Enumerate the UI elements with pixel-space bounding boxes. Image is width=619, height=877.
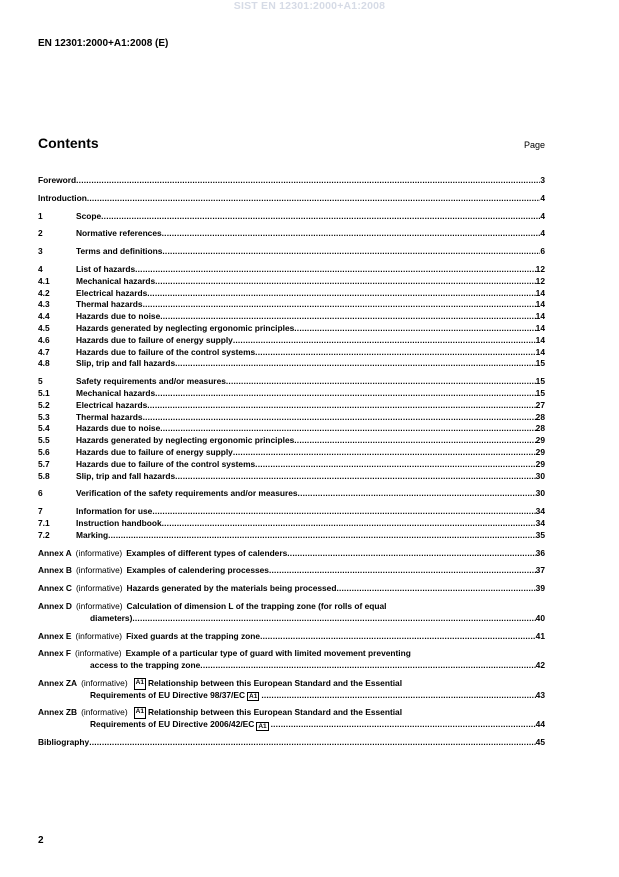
annex-page: 42 (535, 660, 545, 671)
annex-entry[interactable] (38, 565, 545, 577)
toc-entry-title: Hazards generated by neglecting ergonomic principles (76, 435, 295, 446)
toc-entry-number: 4.3 (38, 299, 50, 310)
toc-entry-number: 5.7 (38, 458, 50, 469)
annex-first-line (38, 707, 545, 719)
annex-page: 36 (535, 547, 545, 558)
toc-entry-page: 14 (535, 299, 545, 310)
toc-entry-title: Mechanical hazards (76, 387, 156, 398)
toc-entry[interactable] (38, 447, 545, 459)
dot-leader (160, 311, 535, 323)
toc-entry[interactable] (38, 400, 545, 412)
dot-leader (147, 288, 535, 300)
toc-entry-title: Instruction handbook (76, 517, 162, 528)
annex-title: Example of a particular type of guard with limited movement preventing (125, 648, 411, 659)
toc-entry-title: Hazards due to noise (76, 311, 161, 322)
toc-entry-number: 4.6 (38, 334, 50, 345)
dot-leader (160, 423, 535, 435)
toc-entry-page: 15 (535, 387, 545, 398)
dot-leader (233, 335, 536, 347)
dot-leader (260, 631, 536, 643)
toc-entry-title: Information for use (76, 506, 153, 517)
toc-entry-page: 14 (535, 334, 545, 345)
annex-entry[interactable] (38, 548, 545, 560)
annex-label: Annex E (38, 630, 72, 641)
toc-entry-page: 14 (535, 322, 545, 333)
annex-page: 37 (535, 565, 545, 576)
toc-entry-page: 3 (540, 175, 545, 185)
annex-title: Calculation of dimension L of the trapping zone (for rolls of equal (126, 600, 387, 611)
toc-entry-number: 2 (38, 228, 43, 239)
toc-entry-title: Hazards due to failure of the control systems (76, 346, 256, 357)
toc-entry-number: 4.8 (38, 358, 50, 369)
annex-page: 43 (535, 689, 545, 700)
dot-leader (298, 488, 536, 500)
dot-leader (89, 737, 535, 749)
annex-type: (informative) (81, 707, 128, 718)
annex-type: (informative) (75, 630, 123, 641)
toc-entry-title: Introduction (38, 192, 87, 203)
annex-page: 44 (535, 719, 545, 730)
toc-entry[interactable] (38, 311, 545, 323)
annex-title: Examples of different types of calenders (126, 547, 288, 558)
dot-leader (200, 660, 535, 672)
toc-entry-page: 30 (535, 488, 545, 499)
dot-leader (162, 228, 541, 240)
annex-entry[interactable] (38, 678, 545, 702)
document-id: EN 12301:2000+A1:2008 (E) (38, 38, 169, 49)
toc-entry-title: Electrical hazards (76, 287, 148, 298)
toc-entry-title: Scope (76, 210, 102, 221)
annex-second-line (38, 613, 545, 625)
toc-entry-page: 34 (535, 517, 545, 528)
toc-entry-page: 29 (535, 458, 545, 469)
toc-entry-page: 14 (535, 346, 545, 357)
toc-entry-page: 34 (535, 506, 545, 517)
annex-title: Relationship between this European Standard and the Essential (147, 677, 403, 688)
annex-type: (informative) (75, 648, 122, 659)
dot-leader (175, 358, 536, 370)
toc-entry-page: 14 (535, 287, 545, 298)
toc-entry-title: Marking (76, 529, 109, 540)
toc-entry-page: 4 (540, 228, 545, 239)
dot-leader (135, 264, 536, 276)
toc-entry-page: 29 (535, 446, 545, 457)
dot-leader (87, 193, 540, 205)
bibliography-title: Bibliography (38, 737, 90, 748)
annex-entry[interactable] (38, 648, 545, 672)
dot-leader (233, 447, 536, 459)
amendment-end-mark: A1 (258, 723, 267, 731)
toc-entry-number: 6 (38, 488, 43, 499)
toc-entry-title: Mechanical hazards (76, 275, 156, 286)
annex-label: Annex ZA (38, 677, 78, 688)
toc-entry-number: 4.1 (38, 275, 50, 286)
dot-leader (162, 518, 536, 530)
annex-label: Annex ZB (38, 707, 78, 718)
toc-entry-number: 5 (38, 376, 43, 387)
dot-leader (152, 506, 535, 518)
dot-leader (261, 690, 535, 702)
toc-entry-title: Terms and definitions (76, 246, 163, 257)
toc-entry[interactable] (38, 376, 545, 388)
toc-entry-page: 12 (535, 263, 545, 274)
toc-entry-title: Hazards due to noise (76, 423, 161, 434)
toc-entry-page: 4 (540, 210, 545, 221)
toc-entry-page: 4 (540, 192, 545, 203)
toc-entry[interactable] (38, 423, 545, 435)
annex-title-continued: Requirements of EU Directive 2006/42/EC (90, 719, 255, 730)
annex-title-continued: Requirements of EU Directive 98/37/EC (90, 689, 245, 700)
toc-entry-page: 12 (535, 275, 545, 286)
toc-entry-number: 3 (38, 246, 43, 257)
dot-leader (101, 211, 540, 223)
annex-first-line (38, 583, 545, 595)
toc-entry-number: 4 (38, 263, 43, 274)
toc-entry-number: 4.4 (38, 311, 50, 322)
toc-entry-page: 15 (535, 358, 545, 369)
toc-entry[interactable] (38, 276, 545, 288)
annex-label: Annex D (38, 600, 72, 611)
toc-entry-number: 7 (38, 506, 43, 517)
toc-entry-title: Slip, trip and fall hazards (76, 358, 176, 369)
annex-second-line (38, 660, 545, 672)
annex-first-line (38, 631, 545, 643)
annex-entry[interactable] (38, 601, 545, 625)
annex-first-line (38, 565, 545, 577)
toc-entry-page: 30 (535, 470, 545, 481)
annex-entry[interactable] (38, 631, 545, 643)
annex-page: 41 (535, 630, 545, 641)
toc-entry[interactable] (38, 358, 545, 370)
dot-leader (132, 613, 535, 625)
dot-leader (155, 388, 536, 400)
toc-entry-number: 7.1 (38, 517, 50, 528)
dot-leader (294, 435, 535, 447)
annex-title-continued: access to the trapping zone (90, 660, 201, 671)
toc-entry[interactable] (38, 518, 545, 530)
toc-entry-page: 14 (535, 311, 545, 322)
toc-entry-title: Verification of the safety requirements and/or measures (76, 488, 298, 499)
annex-page: 40 (535, 612, 545, 623)
toc-entry-title: Electrical hazards (76, 399, 148, 410)
dot-leader (143, 412, 536, 424)
toc-entry-number: 4.7 (38, 346, 50, 357)
toc-entry-number: 5.8 (38, 470, 50, 481)
annex-label: Annex C (38, 583, 72, 594)
toc-entry-page: 28 (535, 411, 545, 422)
annex-first-line (38, 548, 545, 560)
toc-entry[interactable] (38, 299, 545, 311)
annex-label: Annex A (38, 547, 72, 558)
toc-entry-title: Foreword (38, 175, 77, 185)
amendment-start-mark: A1 (134, 707, 146, 719)
toc-entry-page: 35 (535, 529, 545, 540)
annex-type: (informative) (75, 547, 123, 558)
toc-entry[interactable] (38, 264, 545, 276)
toc-entry-title: List of hazards (76, 263, 136, 274)
page-number: 2 (38, 835, 44, 846)
annex-type: (informative) (75, 600, 123, 611)
annex-title-continued: diameters) (90, 612, 133, 623)
toc-entry-title: Thermal hazards (76, 299, 143, 310)
annex-title: Relationship between this European Standard and the Essential (147, 707, 403, 718)
toc-entry[interactable] (38, 488, 545, 500)
toc-entry-number: 4.2 (38, 287, 50, 298)
annex-entry[interactable] (38, 583, 545, 595)
toc-entry[interactable] (38, 471, 545, 483)
dot-leader (175, 471, 536, 483)
toc-entry-number: 5.5 (38, 435, 50, 446)
dot-leader (162, 246, 540, 258)
amendment-start-mark: A1 (134, 678, 146, 690)
dot-leader (108, 530, 536, 542)
toc-entry-title: Hazards due to failure of energy supply (76, 446, 233, 457)
annex-first-line (38, 678, 545, 690)
annex-title: Examples of calendering processes (126, 565, 269, 576)
toc-entry[interactable] (38, 288, 545, 300)
toc-entry-number: 7.2 (38, 529, 50, 540)
toc-entry[interactable] (38, 459, 545, 471)
toc-entry-number: 5.2 (38, 399, 50, 410)
toc-entry-title: Hazards due to failure of the control systems (76, 458, 256, 469)
toc-entry[interactable] (38, 211, 545, 223)
toc-entry-number: 5.4 (38, 423, 50, 434)
page-column-label: Page (523, 140, 545, 150)
toc-entry-page: 27 (535, 399, 545, 410)
toc-entry[interactable] (38, 412, 545, 424)
annex-title: Hazards generated by the materials being processed (126, 583, 337, 594)
annex-second-line (38, 690, 545, 702)
bibliography-page: 45 (535, 737, 545, 748)
toc-entry[interactable] (38, 435, 545, 447)
toc-entry[interactable] (38, 175, 545, 187)
annex-type: (informative) (75, 583, 123, 594)
annex-page: 39 (535, 583, 545, 594)
toc-entry-number: 4.5 (38, 322, 50, 333)
toc-entry[interactable] (38, 506, 545, 518)
bibliography-entry[interactable] (38, 737, 545, 749)
watermark: SIST EN 12301:2000+A1:2008 (233, 0, 386, 12)
toc-entry[interactable] (38, 388, 545, 400)
dot-leader (255, 347, 536, 359)
toc-entry-title: Safety requirements and/or measures (76, 376, 226, 387)
annex-first-line (38, 601, 545, 613)
dot-leader (76, 175, 540, 187)
annex-second-line (38, 719, 545, 731)
toc-entry-number: 5.3 (38, 411, 50, 422)
toc-entry[interactable] (38, 193, 545, 205)
toc-entry-page: 6 (540, 246, 545, 257)
dot-leader (143, 299, 536, 311)
dot-leader (294, 323, 535, 335)
annex-first-line (38, 648, 545, 660)
toc-entry[interactable] (38, 347, 545, 359)
toc-entry-number: 5.1 (38, 387, 50, 398)
dot-leader (271, 719, 536, 731)
dot-leader (255, 459, 536, 471)
toc-entry-page: 29 (535, 435, 545, 446)
dot-leader (269, 565, 536, 577)
toc-entry-title: Slip, trip and fall hazards (76, 470, 176, 481)
toc-entry[interactable] (38, 246, 545, 258)
contents-heading: Contents (38, 135, 99, 151)
toc-entry[interactable] (38, 228, 545, 240)
toc-entry-page: 15 (535, 376, 545, 387)
toc-entry[interactable] (38, 335, 545, 347)
toc-entry-number: 5.6 (38, 446, 50, 457)
toc-entry-title: Normative references (76, 228, 162, 239)
annex-title: Fixed guards at the trapping zone (126, 630, 261, 641)
dot-leader (336, 583, 535, 595)
dot-leader (147, 400, 535, 412)
annex-label: Annex F (38, 648, 72, 659)
toc-entry-page: 28 (535, 423, 545, 434)
annex-entry[interactable] (38, 707, 545, 731)
annex-label: Annex B (38, 565, 72, 576)
annex-type: (informative) (75, 565, 123, 576)
dot-leader (226, 376, 536, 388)
toc-entry-number: 1 (38, 210, 43, 221)
toc-entry-title: Hazards due to failure of energy supply (76, 334, 233, 345)
dot-leader (155, 276, 536, 288)
table-of-contents (38, 175, 545, 749)
toc-entry[interactable] (38, 323, 545, 335)
annex-type: (informative) (81, 677, 128, 688)
dot-leader (287, 548, 535, 560)
toc-entry-title: Hazards generated by neglecting ergonomic principles (76, 322, 295, 333)
toc-entry[interactable] (38, 530, 545, 542)
toc-entry-title: Thermal hazards (76, 411, 143, 422)
amendment-end-mark: A1 (249, 693, 258, 701)
